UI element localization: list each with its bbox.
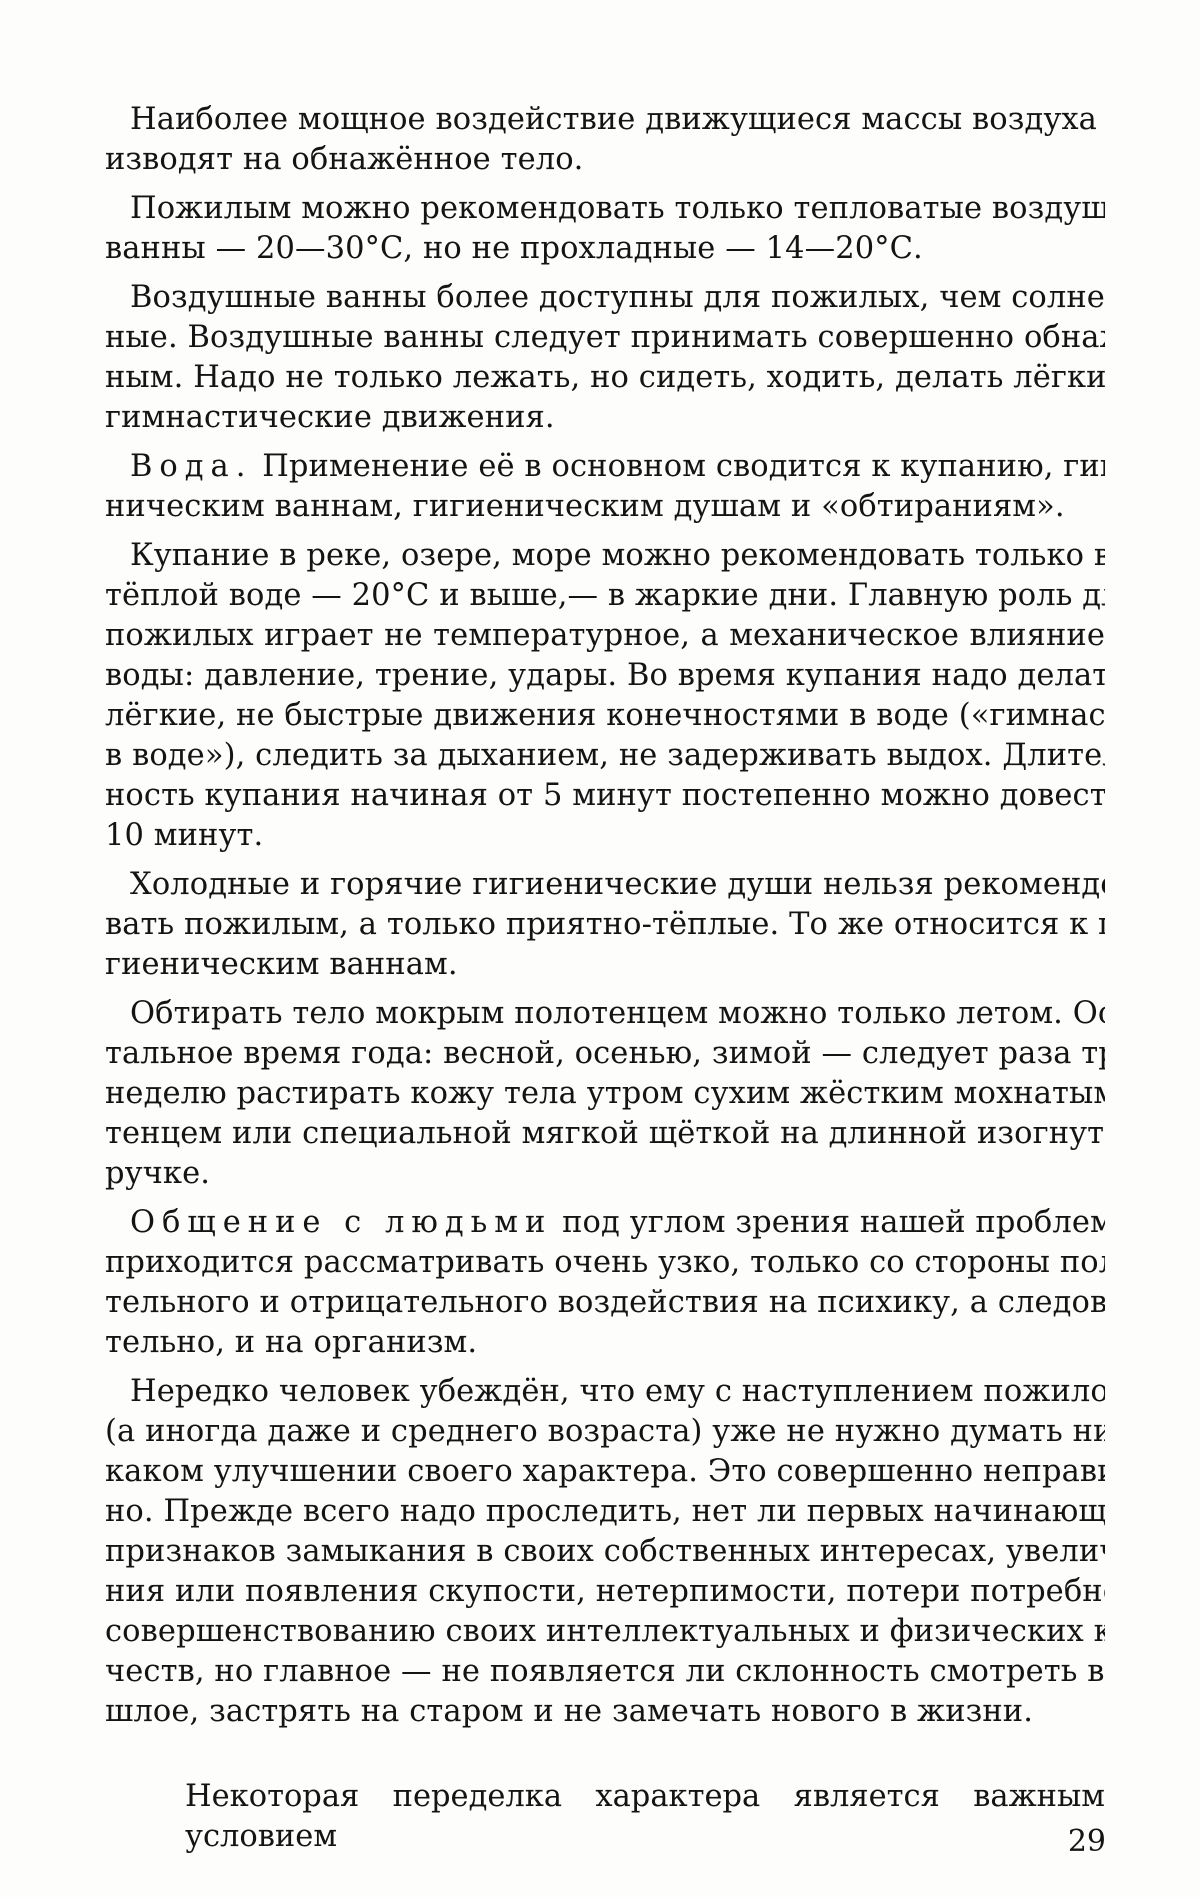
continuing-line: Некоторая переделка характера является важным условием (185, 1777, 1105, 1857)
paragraph-9 (105, 1372, 1105, 1732)
text-line: Пожилым можно рекомендовать только тепловатые воздушные (105, 189, 1105, 229)
text-line-rest: под углом зрения нашей проблемы (552, 1205, 1105, 1240)
text-line: ность купания начиная от 5 минут постепенно можно довести до (105, 776, 1105, 816)
text-line: (а иногда даже и среднего возраста) уже не нужно думать ни о (105, 1412, 1105, 1452)
text-line: воды: давление, трение, удары. Во время купания надо делать (105, 656, 1105, 696)
text-line: каком улучшении своего характера. Это совершенно неправиль- (105, 1452, 1105, 1492)
body-text (105, 100, 1105, 1741)
text-line: тенцем или специальной мягкой щёткой на длинной изогнутой (105, 1114, 1105, 1154)
paragraph-1 (105, 100, 1105, 180)
text-line: 10 минут. (105, 816, 1105, 856)
text-line: Купание в реке, озере, море можно рекомендовать только в (105, 536, 1105, 576)
text-line: неделю растирать кожу тела утром сухим жёстким мохнатым поло- (105, 1074, 1105, 1114)
text-line: ные. Воздушные ванны следует принимать совершенно обнажён- (105, 318, 1105, 358)
text-line: ния или появления скупости, нетерпимости, потери потребности к (105, 1572, 1105, 1612)
text-line: приходится рассматривать очень узко, только со стороны положи- (105, 1243, 1105, 1283)
text-line: вать пожилым, а только приятно-тёплые. То же относится к ги- (105, 905, 1105, 945)
spaced-heading-word: Общение с людьми (130, 1205, 552, 1240)
text-line: тельного и отрицательного воздействия на психику, а следова- (105, 1283, 1105, 1323)
text-line: ванны — 20—30°С, но не прохладные — 14—20°С. (105, 229, 1105, 269)
text-line-rest: Применение её в основном сводится к купанию, гигие- (252, 449, 1105, 484)
text-line: в воде»), следить за дыханием, не задерживать выдох. Длитель- (105, 736, 1105, 776)
text-line: тальное время года: весной, осенью, зимой — следует раза три в (105, 1034, 1105, 1074)
text-line: гиеническим ваннам. (105, 945, 1105, 985)
paragraph-6 (105, 865, 1105, 985)
text-line: гимнастические движения. (105, 398, 1105, 438)
book-page (0, 0, 1200, 1897)
text-line (105, 1203, 1105, 1243)
text-line: ническим ваннам, гигиеническим душам и «обтираниям». (105, 487, 1105, 527)
text-line: Наиболее мощное воздействие движущиеся массы воздуха про- (105, 100, 1105, 140)
text-line: тёплой воде — 20°С и выше,— в жаркие дни. Главную роль для (105, 576, 1105, 616)
text-line: Холодные и горячие гигиенические души нельзя рекомендо- (105, 865, 1105, 905)
text-line: шлое, застрять на старом и не замечать нового в жизни. (105, 1692, 1105, 1732)
text-line: Воздушные ванны более доступны для пожилых, чем солнеч- (105, 278, 1105, 318)
text-line: честв, но главное — не появляется ли склонность смотреть в про- (105, 1652, 1105, 1692)
text-line: ручке. (105, 1154, 1105, 1194)
paragraph-5 (105, 536, 1105, 856)
paragraph-2 (105, 189, 1105, 269)
text-line (105, 447, 1105, 487)
text-line: совершенствованию своих интеллектуальных и физических ка- (105, 1612, 1105, 1652)
text-line: ным. Надо не только лежать, но сидеть, ходить, делать лёгкие (105, 358, 1105, 398)
spaced-heading-word: Вода. (130, 449, 252, 484)
text-line: пожилых играет не температурное, а механическое влияние (105, 616, 1105, 656)
text-line: изводят на обнажённое тело. (105, 140, 1105, 180)
paragraph-3 (105, 278, 1105, 438)
page-number: 29 (1050, 1822, 1106, 1862)
paragraph-4 (105, 447, 1105, 527)
text-line: Обтирать тело мокрым полотенцем можно только летом. Ос- (105, 994, 1105, 1034)
text-line: лёгкие, не быстрые движения конечностями в воде («гимнастика (105, 696, 1105, 736)
paragraph-8 (105, 1203, 1105, 1363)
text-line: Нередко человек убеждён, что ему с наступлением пожилого (105, 1372, 1105, 1412)
paragraph-7 (105, 994, 1105, 1194)
text-line: но. Прежде всего надо проследить, нет ли первых начинающихся (105, 1492, 1105, 1532)
text-line: тельно, и на организм. (105, 1323, 1105, 1363)
text-line: признаков замыкания в своих собственных интересах, увеличе- (105, 1532, 1105, 1572)
